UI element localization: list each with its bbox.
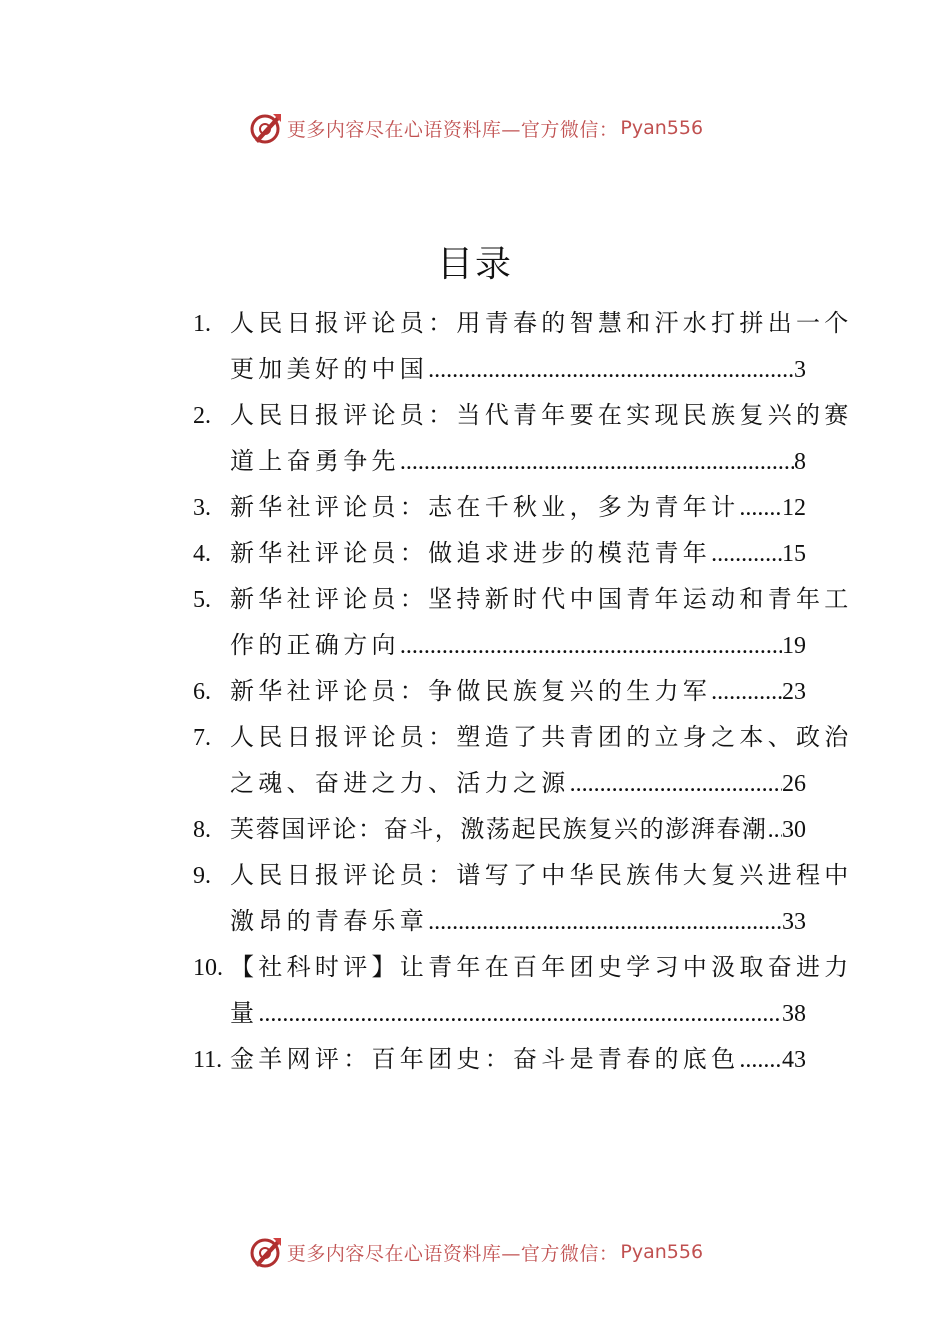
toc-entry-title: 新华社评论员：争做民族复兴的生力军 (230, 677, 712, 705)
toc-entry-number: 2. (193, 403, 211, 429)
toc-entry-title: 人民日报评论员：谱写了中华民族伟大复兴进程中 (230, 861, 853, 889)
toc-entry-page-number: 19 (782, 633, 806, 659)
toc-entry[interactable] (193, 806, 806, 852)
toc-entry-title: 人民日报评论员：塑造了共青团的立身之本、政治 (230, 723, 853, 751)
toc-entry-page-number: 12 (782, 495, 806, 521)
toc-entry[interactable] (193, 300, 853, 392)
dot-leader (428, 899, 782, 945)
toc-entry-page-number: 23 (782, 679, 806, 705)
toc-entry-page-number: 43 (782, 1047, 806, 1073)
toc-entry[interactable] (193, 668, 806, 714)
toc-entry-title: 更加美好的中国 (230, 355, 429, 383)
toc-entry-number: 5. (193, 587, 211, 613)
watermark-wechat-id: Pyan556 (620, 1241, 704, 1263)
dot-leader (258, 991, 782, 1037)
dot-leader (400, 623, 782, 669)
toc-entry-page-number: 26 (782, 771, 806, 797)
table-of-contents (193, 300, 853, 1082)
toc-entry-title: 量 (230, 999, 259, 1027)
toc-entry-title: 道上奋勇争先 (230, 447, 400, 475)
toc-entry-title: 人民日报评论员：用青春的智慧和汗水打拼出一个 (230, 309, 853, 337)
toc-entry-title: 人民日报评论员：当代青年要在实现民族复兴的赛 (230, 401, 853, 429)
toc-entry-number: 1. (193, 311, 211, 337)
page-title: 目录 (436, 244, 513, 285)
toc-entry[interactable] (193, 714, 853, 806)
toc-entry-number: 7. (193, 725, 211, 751)
toc-entry-page-number: 3 (794, 357, 806, 383)
dot-leader (570, 761, 782, 807)
watermark-banner-top (0, 108, 950, 148)
dot-leader (711, 531, 782, 577)
toc-entry-page-number: 8 (794, 449, 806, 475)
dot-leader (711, 669, 782, 715)
watermark-text: 更多内容尽在心语资料库—官方微信： (286, 118, 619, 141)
toc-entry-number: 8. (193, 817, 211, 843)
watermark-wechat-id: Pyan556 (620, 117, 704, 139)
toc-entry[interactable] (193, 392, 853, 484)
toc-entry-page-number: 33 (782, 909, 806, 935)
toc-entry-page-number: 30 (782, 817, 806, 843)
toc-entry-title: 作的正确方向 (230, 631, 400, 659)
toc-entry-title: 芙蓉国评论：奋斗，激荡起民族复兴的澎湃春潮 (230, 815, 768, 843)
toc-entry-number: 6. (193, 679, 211, 705)
toc-entry-number: 3. (193, 495, 211, 521)
toc-entry[interactable] (193, 530, 806, 576)
toc-entry[interactable] (193, 852, 853, 944)
toc-entry-title: 新华社评论员：坚持新时代中国青年运动和青年工 (230, 585, 853, 613)
toc-entry-title: 金羊网评：百年团史：奋斗是青春的底色 (230, 1045, 740, 1073)
watermark-banner-bottom (0, 1232, 950, 1272)
dot-leader (428, 347, 794, 393)
toc-entry-number: 4. (193, 541, 211, 567)
dot-leader (768, 807, 782, 853)
toc-entry-title: 激昂的青春乐章 (230, 907, 429, 935)
watermark-text: 更多内容尽在心语资料库—官方微信： (286, 1242, 619, 1265)
toc-entry[interactable] (193, 576, 853, 668)
toc-entry-title: 之魂、奋进之力、活力之源 (230, 769, 570, 797)
toc-entry-number: 9. (193, 863, 211, 889)
toc-entry-title: 新华社评论员：做追求进步的模范青年 (230, 539, 712, 567)
dot-leader (400, 439, 794, 485)
toc-entry[interactable] (193, 1036, 806, 1082)
toc-entry-page-number: 38 (782, 1001, 806, 1027)
toc-entry-title: 新华社评论员：志在千秋业，多为青年计 (230, 493, 740, 521)
pen-logo-icon (247, 110, 283, 146)
toc-entry-title: 【社科时评】让青年在百年团史学习中汲取奋进力 (230, 953, 853, 981)
dot-leader (739, 485, 782, 531)
toc-entry[interactable] (193, 944, 853, 1036)
pen-logo-icon (247, 1234, 283, 1270)
toc-entry[interactable] (193, 484, 806, 530)
toc-entry-number: 10. (193, 955, 223, 981)
toc-entry-number: 11. (193, 1047, 223, 1073)
toc-entry-page-number: 15 (782, 541, 806, 567)
dot-leader (739, 1037, 782, 1083)
